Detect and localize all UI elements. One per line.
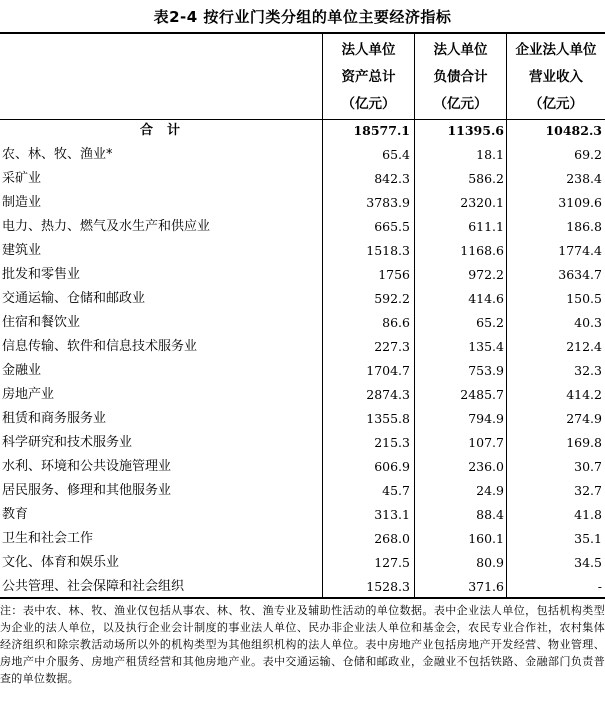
row-revenue: 1774.4 xyxy=(558,243,602,258)
row-revenue: - xyxy=(597,579,602,594)
row-label: 居民服务、修理和其他服务业 xyxy=(2,483,172,498)
table-row xyxy=(0,263,605,287)
row-liabilities: 611.1 xyxy=(468,219,504,234)
row-liabilities: 2485.7 xyxy=(460,387,504,402)
row-label: 文化、体育和娱乐业 xyxy=(2,555,120,570)
row-liabilities: 160.1 xyxy=(468,531,504,546)
row-label: 金融业 xyxy=(2,363,42,378)
row-revenue: 30.7 xyxy=(574,459,602,474)
row-assets: 592.2 xyxy=(374,291,410,306)
row-revenue: 35.1 xyxy=(574,531,602,546)
table-row xyxy=(0,455,605,479)
header-assets xyxy=(322,32,414,119)
table-row xyxy=(0,191,605,215)
row-label: 水利、环境和公共设施管理业 xyxy=(2,459,172,474)
header-assets-line1: 法人单位 xyxy=(341,41,396,58)
row-liabilities: 586.2 xyxy=(468,171,504,186)
row-liabilities: 24.9 xyxy=(476,483,504,498)
row-label: 制造业 xyxy=(2,195,42,210)
row-revenue: 150.5 xyxy=(566,291,602,306)
row-label: 租赁和商务服务业 xyxy=(2,411,107,426)
row-assets: 268.0 xyxy=(374,531,410,546)
row-label: 教育 xyxy=(2,507,29,522)
header-revenue-line3: （亿元） xyxy=(529,96,583,113)
header-revenue-line2: 营业收入 xyxy=(529,68,583,85)
table-row xyxy=(0,383,605,407)
row-revenue: 274.9 xyxy=(566,411,602,426)
row-assets: 86.6 xyxy=(382,315,410,330)
row-assets: 127.5 xyxy=(374,555,410,570)
table-row xyxy=(0,287,605,311)
row-liabilities: 65.2 xyxy=(476,315,504,330)
row-assets: 606.9 xyxy=(374,459,410,474)
row-assets: 45.7 xyxy=(382,483,410,498)
row-liabilities: 18.1 xyxy=(476,147,504,162)
row-label: 交通运输、仓储和邮政业 xyxy=(2,291,146,306)
bottom-rule xyxy=(0,597,605,599)
row-assets: 2874.3 xyxy=(366,387,410,402)
table-row xyxy=(0,359,605,383)
table-row xyxy=(0,503,605,527)
row-revenue: 32.3 xyxy=(574,363,602,378)
total-liabilities: 11395.6 xyxy=(447,123,504,138)
row-revenue: 414.2 xyxy=(566,387,602,402)
table-row xyxy=(0,143,605,167)
table-row xyxy=(0,575,605,599)
row-revenue: 69.2 xyxy=(574,147,602,162)
row-revenue: 3109.6 xyxy=(558,195,602,210)
row-revenue: 238.4 xyxy=(566,171,602,186)
table-row xyxy=(0,551,605,575)
row-liabilities: 107.7 xyxy=(468,435,504,450)
table-row xyxy=(0,407,605,431)
row-label: 卫生和社会工作 xyxy=(2,531,94,546)
total-revenue: 10482.3 xyxy=(545,123,602,138)
row-assets: 215.3 xyxy=(374,435,410,450)
row-label: 住宿和餐饮业 xyxy=(2,315,81,330)
row-revenue: 40.3 xyxy=(574,315,602,330)
total-row xyxy=(0,119,605,143)
row-label: 采矿业 xyxy=(2,171,42,186)
row-label: 农、林、牧、渔业* xyxy=(2,147,113,162)
header-liabilities-line2: 负债合计 xyxy=(433,68,488,85)
table-row xyxy=(0,527,605,551)
row-assets: 1518.3 xyxy=(366,243,410,258)
table-row xyxy=(0,167,605,191)
header-revenue-line1: 企业法人单位 xyxy=(515,41,597,58)
row-assets: 1355.8 xyxy=(366,411,410,426)
header-assets-line2: 资产总计 xyxy=(341,68,396,85)
row-assets: 665.5 xyxy=(374,219,410,234)
header-revenue xyxy=(506,32,605,119)
table-title: 表2-4 按行业门类分组的单位主要经济指标 xyxy=(153,8,452,26)
row-revenue: 34.5 xyxy=(574,555,602,570)
total-assets: 18577.1 xyxy=(353,123,410,138)
header-liabilities xyxy=(414,32,506,119)
row-revenue: 169.8 xyxy=(566,435,602,450)
row-label: 建筑业 xyxy=(2,243,42,258)
table-row xyxy=(0,479,605,503)
header-liabilities-line1: 法人单位 xyxy=(433,41,488,58)
row-liabilities: 1168.6 xyxy=(460,243,504,258)
table-row xyxy=(0,431,605,455)
table-row xyxy=(0,311,605,335)
row-liabilities: 753.9 xyxy=(468,363,504,378)
row-assets: 227.3 xyxy=(374,339,410,354)
header-assets-line3: （亿元） xyxy=(341,96,396,113)
table-row xyxy=(0,215,605,239)
row-liabilities: 236.0 xyxy=(468,459,504,474)
row-label: 房地产业 xyxy=(2,387,55,402)
row-assets: 65.4 xyxy=(382,147,410,162)
row-liabilities: 88.4 xyxy=(476,507,504,522)
table-note: 注：表中农、林、牧、渔业仅包括从事农、林、牧、渔专业及辅助性活动的单位数据。表中企业法人单位，包括机构类型为企业的法人单位，以及执行企业会计制度的事业法人单位、民办非企业法人单位和基金会，农民专业合作社，农村集体经济组织和除宗教活动场所以外的机构类型为其他组织机构的法人单位。表中房地产业包括房地产开发经营、物业管理、房地产中介服务、房地产租赁经营和其他房地产业。表中交通运输、仓储和邮政业，金融业不包括铁路、金融部门负责普查的单位数据。 xyxy=(0,604,605,685)
row-assets: 3783.9 xyxy=(366,195,410,210)
row-revenue: 41.8 xyxy=(574,507,602,522)
row-liabilities: 972.2 xyxy=(468,267,504,282)
row-revenue: 186.8 xyxy=(566,219,602,234)
table-row xyxy=(0,335,605,359)
row-label: 批发和零售业 xyxy=(2,267,81,282)
row-revenue: 3634.7 xyxy=(558,267,602,282)
row-assets: 1756 xyxy=(378,267,410,282)
row-liabilities: 80.9 xyxy=(476,555,504,570)
row-assets: 1528.3 xyxy=(366,579,410,594)
total-label: 合计 xyxy=(140,123,195,138)
row-label: 信息传输、软件和信息技术服务业 xyxy=(2,339,198,354)
row-label: 电力、热力、燃气及水生产和供应业 xyxy=(2,219,211,234)
row-assets: 842.3 xyxy=(374,171,410,186)
row-revenue: 212.4 xyxy=(566,339,602,354)
row-liabilities: 2320.1 xyxy=(460,195,504,210)
row-liabilities: 414.6 xyxy=(468,291,504,306)
row-assets: 313.1 xyxy=(374,507,410,522)
row-label: 科学研究和技术服务业 xyxy=(2,435,133,450)
row-liabilities: 135.4 xyxy=(468,339,504,354)
row-assets: 1704.7 xyxy=(366,363,410,378)
row-label: 公共管理、社会保障和社会组织 xyxy=(2,579,185,594)
table-row xyxy=(0,239,605,263)
row-liabilities: 371.6 xyxy=(468,579,504,594)
header-liabilities-line3: （亿元） xyxy=(433,96,488,113)
row-liabilities: 794.9 xyxy=(468,411,504,426)
row-revenue: 32.7 xyxy=(574,483,602,498)
